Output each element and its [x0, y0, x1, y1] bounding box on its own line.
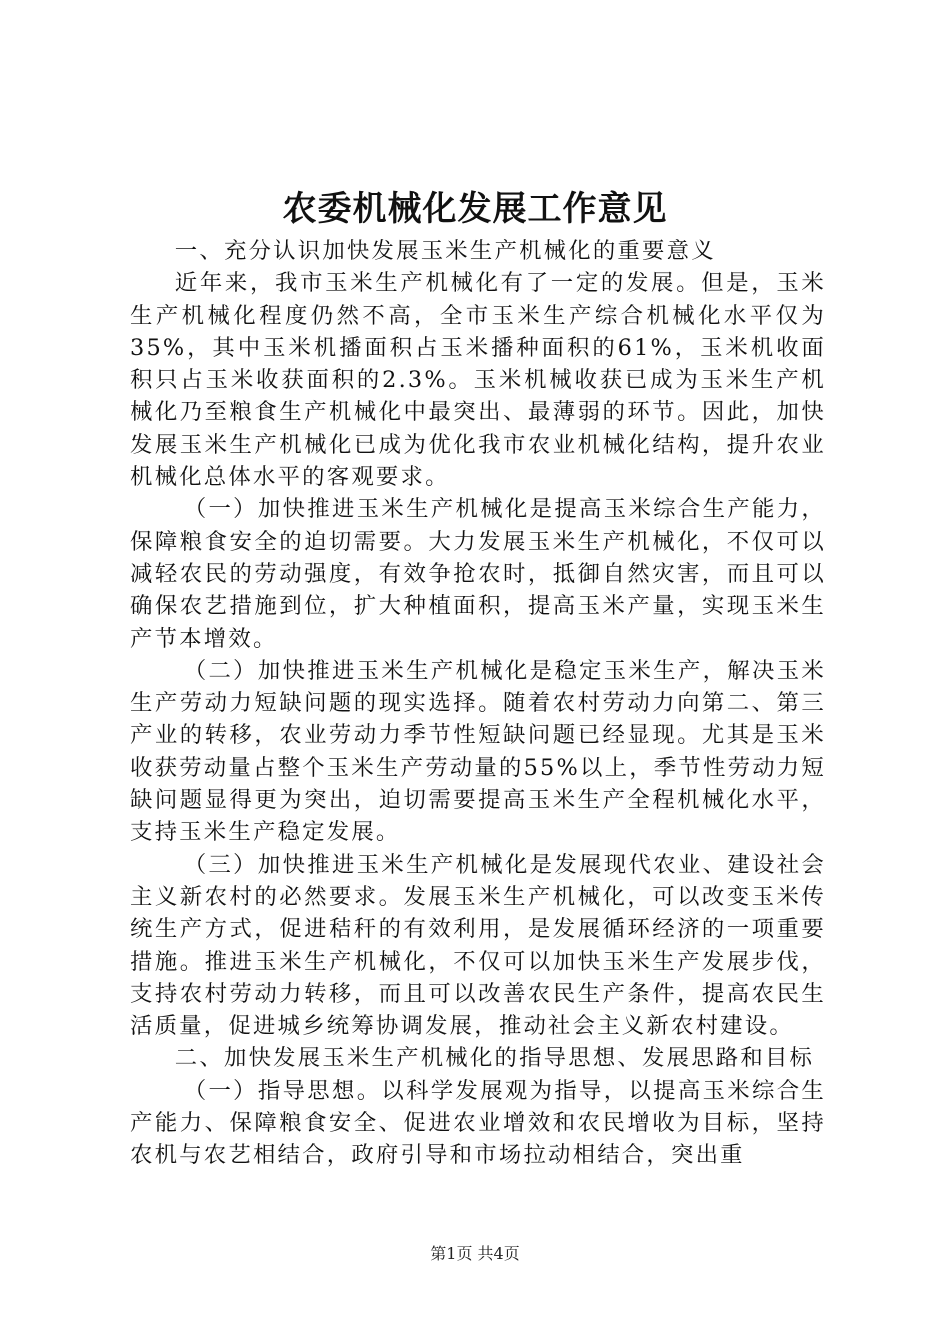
- section-heading-1: 一、充分认识加快发展玉米生产机械化的重要意义: [174, 238, 716, 264]
- body-paragraph: （一）加快推进玉米生产机械化是提高玉米综合生产能力，保障粮食安全的迫切需要。大力发展玉米生产机械化，不仅可以减轻农民的劳动强度，有效争抢农时，抵御自然灾害，而且可以确保农艺措施到位，扩大种植面积，提高玉米产量，实现玉米生产节本增效。: [130, 496, 826, 652]
- section-heading-2: 二、加快发展玉米生产机械化的指导思想、发展思路和目标: [174, 1045, 815, 1072]
- document-title: 农委机械化发展工作意见: [282, 189, 668, 229]
- document-body: [130, 235, 826, 1172]
- body-paragraph: （三）加快推进玉米生产机械化是发展现代农业、建设社会主义新农村的必然要求。发展玉米生产机械化，可以改变玉米传统生产方式，促进秸秆的有效利用，是发展循环经济的一项重要措施。推进玉米生产机械化，不仅可以加快玉米生产发展步伐，支持农村劳动力转移，而且可以改善农民生产条件，提高农民生活质量，促进城乡统筹协调发展，推动社会主义新农村建设。: [130, 851, 826, 1040]
- body-paragraph: （一）指导思想。以科学发展观为指导，以提高玉米综合生产能力、保障粮食安全、促进农业增效和农民增收为目标，坚持农机与农艺相结合，政府引导和市场拉动相结合，突出重: [130, 1077, 826, 1169]
- body-paragraph: （二）加快推进玉米生产机械化是稳定玉米生产，解决玉米生产劳动力短缺问题的现实选择。随着农村劳动力向第二、第三产业的转移，农业劳动力季节性短缺问题已经显现。尤其是玉米收获劳动量占整个玉米生产劳动量的55%以上，季节性劳动力短缺问题显得更为突出，迫切需要提高玉米生产全程机械化水平，支持玉米生产稳定发展。: [130, 657, 826, 846]
- body-paragraph: 近年来，我市玉米生产机械化有了一定的发展。但是，玉米生产机械化程度仍然不高，全市玉米生产综合机械化水平仅为35%，其中玉米机播面积占玉米播种面积的61%，玉米机收面积只占玉米收获面积的2.3%。玉米机械收获已成为玉米生产机械化乃至粮食生产机械化中最突出、最薄弱的环节。因此，加快发展玉米生产机械化已成为优化我市农业机械化结构，提升农业机械化总体水平的客观要求。: [130, 270, 826, 491]
- page-number-footer: 第1页 共4页: [430, 1244, 520, 1263]
